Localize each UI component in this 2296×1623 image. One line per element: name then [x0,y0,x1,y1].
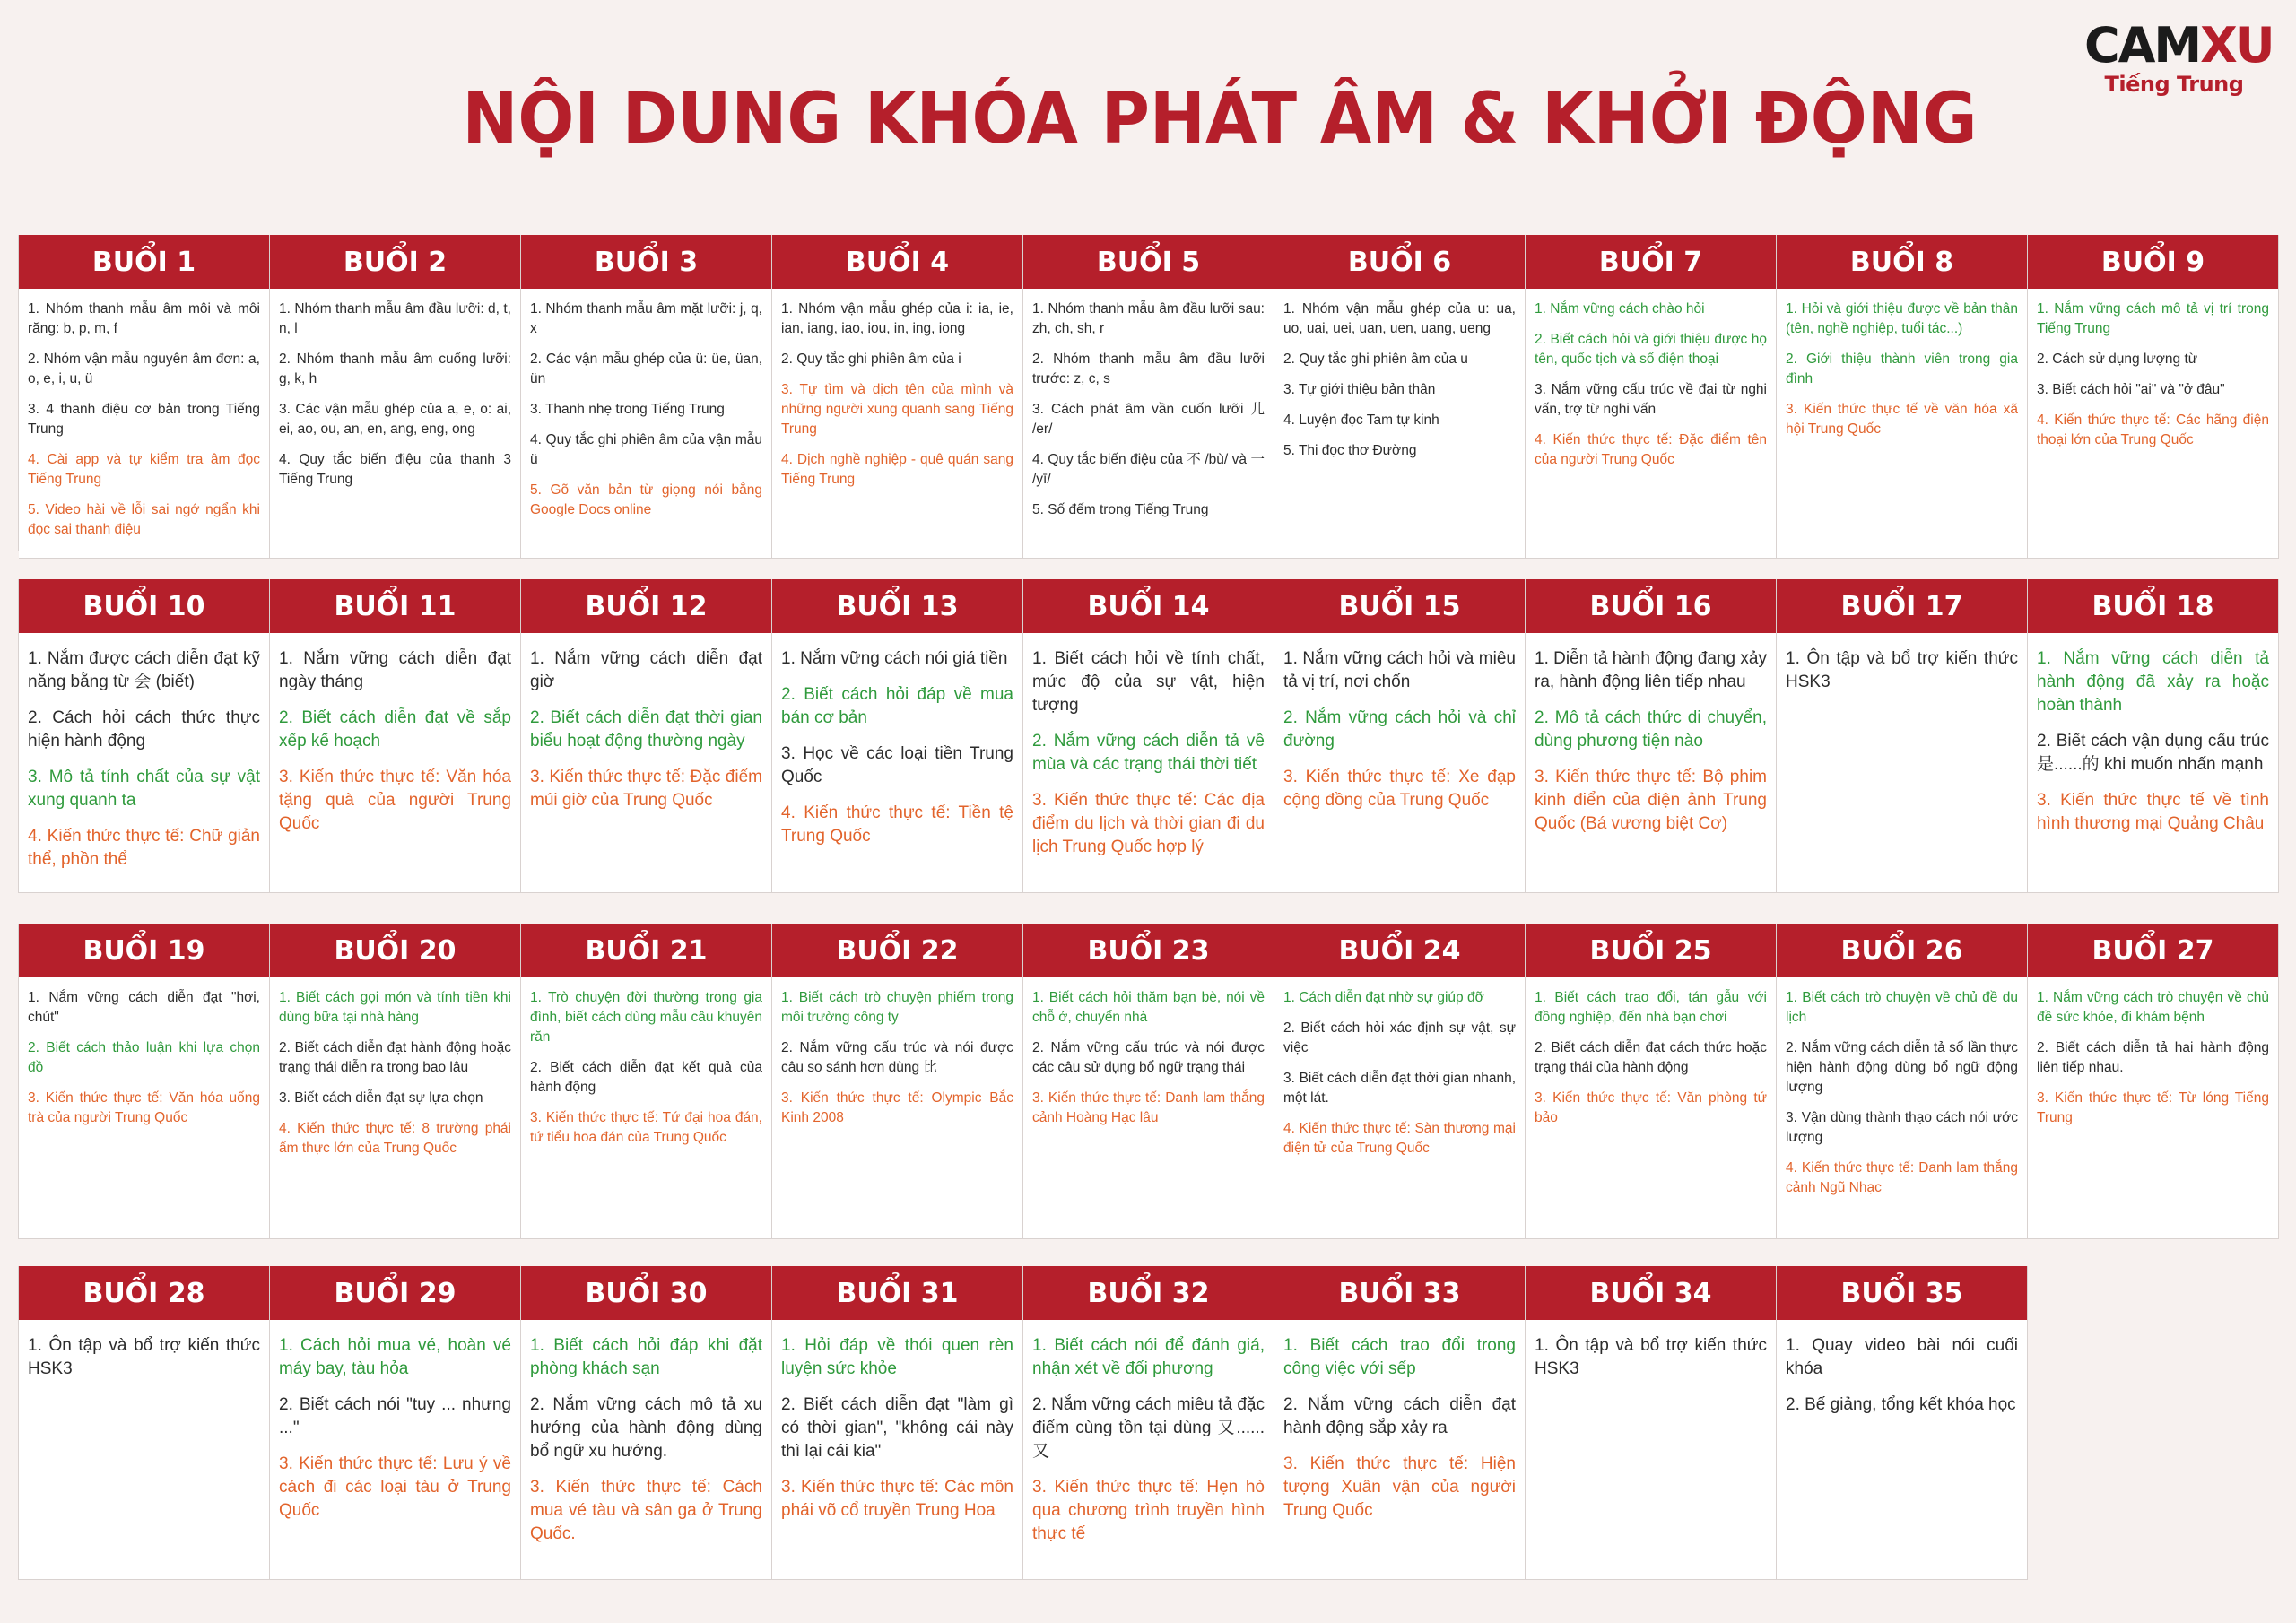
session-card [270,924,521,1239]
session-item: 1. Nắm vững cách nói giá tiền [781,649,1008,668]
session-item: 4. Kiến thức thực tế: Các hãng điện thoại lớn của Trung Quốc [2037,412,2269,447]
session-item: 5. Video hài về lỗi sai ngớ ngẩn khi đọc sai thanh điệu [28,502,260,537]
session-card [1777,1266,2028,1580]
session-card [270,579,521,893]
session-item: 2. Biết cách diễn đạt hành động hoặc trạng thái diễn ra trong bao lâu [279,1040,511,1075]
session-item: 1. Diễn tả hành động đang xảy ra, hành động liên tiếp nhau [1535,649,1767,691]
session-item: 2. Biết cách hỏi đáp về mua bán cơ bản [781,685,1013,727]
session-content [1777,633,2027,893]
session-content [1526,977,1776,1239]
session-card [1023,235,1274,559]
session-item: 3. 4 thanh điệu cơ bản trong Tiếng Trung [28,402,260,437]
session-item: 1. Biết cách trò chuyện phiếm trong môi trường công ty [781,990,1013,1025]
session-title: BUỔI 7 [1526,235,1776,289]
session-item: 4. Kiến thức thực tế: Danh lam thắng cảnh Ngũ Nhạc [1786,1160,2018,1195]
session-card [1274,1266,1526,1580]
session-content [772,977,1022,1239]
session-title: BUỔI 24 [1274,924,1525,977]
session-item: 5. Thi đọc thơ Đường [1283,443,1417,458]
session-item: 1. Nắm vững cách diễn đạt giờ [530,649,762,691]
session-item: 3. Kiến thức thực tế: Hiện tượng Xuân vận của người Trung Quốc [1283,1454,1516,1520]
session-item: 2. Nắm vững cách diễn tả số lần thực hiện hành động dùng bổ ngữ động lượng [1786,1040,2018,1095]
session-title: BUỔI 9 [2028,235,2278,289]
session-content [1023,977,1274,1239]
session-content [19,633,269,893]
session-card [521,1266,772,1580]
session-title: BUỔI 18 [2028,579,2278,633]
session-item: 1. Hỏi và giới thiệu được về bản thân (tên, nghề nghiệp, tuổi tác...) [1786,301,2018,336]
session-item: 2. Quy tắc ghi phiên âm của i [781,352,961,367]
session-content [1526,289,1776,559]
session-item: 4. Kiến thức thực tế: Chữ giản thể, phồn thể [28,827,260,869]
session-content [1274,1320,1525,1580]
session-title: BUỔI 27 [2028,924,2278,977]
session-card [2028,579,2279,893]
session-item: 2. Biết cách diễn đạt về sắp xếp kế hoạch [279,708,511,751]
session-card [2028,235,2279,559]
session-item: 2. Nắm vững cách mô tả xu hướng của hành động dùng bổ ngữ xu hướng. [530,1395,762,1461]
session-item: 4. Cài app và tự kiểm tra âm đọc Tiếng Trung [28,452,260,487]
session-row [18,924,2279,1239]
session-item: 4. Kiến thức thực tế: 8 trường phái ẩm thực lớn của Trung Quốc [279,1121,511,1156]
session-item: 1. Nắm vững cách diễn tả hành động đã xảy ra hoặc hoàn thành [2037,649,2269,715]
logo-subtitle: Tiếng Trung [2104,72,2244,97]
session-item: 3. Kiến thức thực tế: Các môn phái võ cổ truyền Trung Hoa [781,1478,1013,1520]
session-item: 1. Ôn tập và bổ trợ kiến thức HSK3 [1786,649,2018,691]
session-item: 2. Cách sử dụng lượng từ [2037,352,2198,367]
session-title: BUỔI 8 [1777,235,2027,289]
session-content [270,289,520,559]
session-item: 3. Vận dùng thành thạo cách nói ước lượng [1786,1110,2018,1145]
session-content [521,977,771,1239]
session-row [18,1266,2279,1580]
session-card [19,924,270,1239]
session-card [270,1266,521,1580]
session-card [521,924,772,1239]
session-item: 3. Kiến thức thực tế: Hẹn hò qua chương trình truyền hình thực tế [1032,1478,1265,1543]
session-item: 2. Nhóm thanh mẫu âm đầu lưỡi trước: z, c, s [1032,352,1265,386]
session-item: 3. Kiến thức thực tế: Văn phòng tứ bảo [1535,1090,1767,1125]
session-item: 3. Cách phát âm vần cuốn lưỡi 儿 /er/ [1032,402,1265,437]
session-content [1274,289,1525,559]
session-content [521,633,771,893]
session-item: 2. Biết cách vận dụng cấu trúc 是......的 khi muốn nhấn mạnh [2037,732,2269,774]
session-card [1274,235,1526,559]
session-card [19,1266,270,1580]
session-item: 3. Thanh nhẹ trong Tiếng Trung [530,402,725,417]
session-item: 3. Kiến thức thực tế về văn hóa xã hội Trung Quốc [1786,402,2018,437]
session-content [521,1320,771,1580]
session-item: 1. Biết cách trò chuyện về chủ đề du lịch [1786,990,2018,1025]
session-title: BUỔI 30 [521,1266,771,1320]
session-item: 2. Giới thiệu thành viên trong gia đình [1786,352,2018,386]
session-content [1023,1320,1274,1580]
session-title: BUỔI 12 [521,579,771,633]
session-item: 1. Biết cách trao đổi trong công việc với sếp [1283,1336,1516,1378]
session-card [1274,579,1526,893]
session-item: 1. Nắm được cách diễn đạt kỹ năng bằng từ 会 (biết) [28,649,260,691]
session-content [1526,1320,1776,1580]
session-item: 3. Tự giới thiệu bản thân [1283,382,1436,397]
session-item: 3. Các vận mẫu ghép của a, e, o: ai, ei, ao, ou, an, en, ang, eng, ong [279,402,511,437]
session-item: 4. Dịch nghề nghiệp - quê quán sang Tiếng Trung [781,452,1013,487]
session-item: 2. Biết cách diễn đạt thời gian biểu hoạt động thường ngày [530,708,762,751]
session-item: 3. Tự tìm và dịch tên của mình và những người xung quanh sang Tiếng Trung [781,382,1013,437]
session-item: 1. Nắm vững cách trò chuyện về chủ đề sức khỏe, đi khám bệnh [2037,990,2269,1025]
session-content [1777,289,2027,559]
page-title: NỘI DUNG KHÓA PHÁT ÂM & KHỞI ĐỘNG [462,79,1978,160]
session-item: 1. Nhóm vận mẫu ghép của i: ia, ie, ian, iang, iao, iou, in, ing, iong [781,301,1013,336]
session-item: 3. Kiến thức thực tế: Xe đạp cộng đồng của Trung Quốc [1283,768,1516,810]
session-content [270,977,520,1239]
session-content [19,977,269,1239]
session-content [19,1320,269,1580]
session-card [1777,924,2028,1239]
session-item: 2. Nắm vững cách miêu tả đặc điểm cùng tồn tại dùng 又...... 又 [1032,1395,1265,1461]
session-title: BUỔI 1 [19,235,269,289]
session-item: 3. Kiến thức thực tế: Lưu ý về cách đi các loại tàu ở Trung Quốc [279,1454,511,1520]
session-title: BUỔI 20 [270,924,520,977]
session-item: 3. Kiến thức thực tế: Đặc điểm múi giờ của Trung Quốc [530,768,762,810]
logo-cam: CAM [2084,17,2201,74]
session-item: 2. Nắm vững cách hỏi và chỉ đường [1283,708,1516,751]
session-content [772,289,1022,559]
session-card [1526,924,1777,1239]
session-content [1023,633,1274,893]
session-content [772,1320,1022,1580]
session-card [1274,924,1526,1239]
session-item: 1. Nắm vững cách diễn đạt "hơi, chút" [28,990,260,1025]
session-item: 2. Nắm vững cách diễn đạt hành động sắp xảy ra [1283,1395,1516,1437]
session-item: 3. Kiến thức thực tế: Các địa điểm du lịch và thời gian đi du lịch Trung Quốc hợp lý [1032,791,1265,856]
session-title: BUỔI 29 [270,1266,520,1320]
session-card [270,235,521,559]
session-item: 3. Kiến thức thực tế: Danh lam thắng cảnh Hoàng Hạc lâu [1032,1090,1265,1125]
session-title: BUỔI 10 [19,579,269,633]
session-item: 5. Số đếm trong Tiếng Trung [1032,502,1209,517]
logo-wordmark [2084,17,2274,74]
session-item: 3. Kiến thức thực tế về tình hình thương mại Quảng Châu [2037,791,2269,833]
session-title: BUỔI 34 [1526,1266,1776,1320]
session-item: 2. Quy tắc ghi phiên âm của u [1283,352,1468,367]
session-item: 3. Kiến thức thực tế: Văn hóa uống trà của người Trung Quốc [28,1090,260,1125]
session-title: BUỔI 26 [1777,924,2027,977]
session-item: 2. Nhóm vận mẫu nguyên âm đơn: a, o, e, i, u, ü [28,352,260,386]
session-item: 1. Biết cách trao đổi, tán gẫu với đồng nghiệp, đến nhà bạn chơi [1535,990,1767,1025]
session-content [270,1320,520,1580]
session-item: 3. Kiến thức thực tế: Bộ phim kinh điển của điện ảnh Trung Quốc (Bá vương biệt Cơ) [1535,768,1767,833]
session-item: 1. Nhóm thanh mẫu âm đầu lưỡi: d, t, n, l [279,301,511,336]
session-card [1023,579,1274,893]
session-item: 1. Nhóm vận mẫu ghép của u: ua, uo, uai, uei, uan, uen, uang, ueng [1283,301,1516,336]
session-item: 2. Nắm vững cấu trúc và nói được câu so sánh hơn dùng 比 [781,1040,1013,1075]
session-content [1274,977,1525,1239]
session-item: 4. Luyện đọc Tam tự kinh [1283,412,1439,428]
session-content [1023,289,1274,559]
session-card [1526,579,1777,893]
session-item: 2. Biết cách diễn đạt kết quả của hành động [530,1060,762,1095]
session-title: BUỔI 32 [1023,1266,1274,1320]
session-title: BUỔI 13 [772,579,1022,633]
session-item: 1. Nắm vững cách chào hỏi [1535,301,1705,317]
session-item: 1. Nhóm thanh mẫu âm môi và môi răng: b, p, m, f [28,301,260,336]
session-item: 3. Kiến thức thực tế: Olympic Bắc Kinh 2008 [781,1090,1013,1125]
session-item: 1. Nhóm thanh mẫu âm mặt lưỡi: j, q, x [530,301,762,336]
session-card [772,924,1023,1239]
session-title: BUỔI 17 [1777,579,2027,633]
session-item: 5. Gõ văn bản từ giọng nói bằng Google Docs online [530,482,762,517]
session-item: 1. Cách diễn đạt nhờ sự giúp đỡ [1283,990,1484,1005]
session-item: 2. Biết cách hỏi xác định sự vật, sự việc [1283,1020,1516,1055]
session-item: 1. Ôn tập và bổ trợ kiến thức HSK3 [1535,1336,1767,1378]
session-card [1526,235,1777,559]
session-content [2028,633,2278,893]
session-item: 4. Kiến thức thực tế: Tiền tệ Trung Quốc [781,803,1013,846]
session-item: 2. Các vận mẫu ghép của ü: üe, üan, ün [530,352,762,386]
session-item: 1. Trò chuyện đời thường trong gia đình, biết cách dùng mẫu câu khuyên răn [530,990,762,1045]
session-content [1777,1320,2027,1580]
session-content [2028,289,2278,559]
session-item: 1. Biết cách nói để đánh giá, nhận xét về đối phương [1032,1336,1265,1378]
session-title: BUỔI 14 [1023,579,1274,633]
session-content [1274,633,1525,893]
session-card [2028,924,2279,1239]
session-item: 3. Kiến thức thực tế: Từ lóng Tiếng Trung [2037,1090,2269,1125]
session-title: BUỔI 11 [270,579,520,633]
session-title: BUỔI 25 [1526,924,1776,977]
session-item: 2. Biết cách hỏi và giới thiệu được họ tên, quốc tịch và số điện thoại [1535,332,1767,367]
session-card [1023,924,1274,1239]
session-title: BUỔI 5 [1023,235,1274,289]
session-title: BUỔI 15 [1274,579,1525,633]
session-row [18,235,2279,551]
session-item: 4. Quy tắc biến điệu của 不 /bù/ và 一 /yī/ [1032,452,1265,487]
session-item: 3. Biết cách diễn đạt sự lựa chọn [279,1090,483,1106]
session-card [772,579,1023,893]
session-item: 3. Học về các loại tiền Trung Quốc [781,744,1013,786]
session-title: BUỔI 33 [1274,1266,1525,1320]
session-title: BUỔI 3 [521,235,771,289]
session-item: 1. Cách hỏi mua vé, hoàn vé máy bay, tàu hỏa [279,1336,511,1378]
session-content [2028,977,2278,1239]
session-item: 4. Kiến thức thực tế: Sàn thương mại điện tử của Trung Quốc [1283,1121,1516,1156]
session-item: 3. Kiến thức thực tế: Văn hóa tặng quà của người Trung Quốc [279,768,511,833]
session-card [19,579,270,893]
session-content [270,633,520,893]
session-title: BUỔI 23 [1023,924,1274,977]
session-card [19,235,270,559]
session-item: 4. Kiến thức thực tế: Đặc điểm tên của người Trung Quốc [1535,432,1767,467]
session-card [772,1266,1023,1580]
session-item: 1. Hỏi đáp về thói quen rèn luyện sức khỏe [781,1336,1013,1378]
session-item: 1. Nắm vững cách mô tả vị trí trong Tiếng Trung [2037,301,2269,336]
session-title: BUỔI 28 [19,1266,269,1320]
session-title: BUỔI 4 [772,235,1022,289]
session-item: 2. Nắm vững cách diễn tả về mùa và các trạng thái thời tiết [1032,732,1265,774]
session-title: BUỔI 31 [772,1266,1022,1320]
session-row [18,579,2279,893]
session-item: 1. Quay video bài nói cuối khóa [1786,1336,2018,1378]
session-item: 2. Biết cách diễn đạt cách thức hoặc trạng thái của hành động [1535,1040,1767,1075]
session-item: 1. Ôn tập và bổ trợ kiến thức HSK3 [28,1336,260,1378]
session-item: 1. Biết cách hỏi về tính chất, mức độ của sự vật, hiện tượng [1032,649,1265,715]
session-item: 1. Biết cách gọi món và tính tiền khi dùng bữa tại nhà hàng [279,990,511,1025]
session-item: 2. Biết cách diễn tả hai hành động liên tiếp nhau. [2037,1040,2269,1075]
session-title: BUỔI 21 [521,924,771,977]
session-item: 3. Kiến thức thực tế: Cách mua vé tàu và sân ga ở Trung Quốc. [530,1478,762,1543]
session-item: 3. Mô tả tính chất của sự vật xung quanh ta [28,768,260,810]
session-item: 1. Nắm vững cách hỏi và miêu tả vị trí, nơi chốn [1283,649,1516,691]
session-item: 2. Biết cách nói "tuy ... nhưng ..." [279,1395,511,1437]
session-title: BUỔI 16 [1526,579,1776,633]
session-card [772,235,1023,559]
session-item: 2. Nhóm thanh mẫu âm cuống lưỡi: g, k, h [279,352,511,386]
session-item: 4. Quy tắc biến điệu của thanh 3 Tiếng Trung [279,452,511,487]
session-item: 3. Kiến thức thực tế: Tứ đại hoa đán, tứ tiểu hoa đán của Trung Quốc [530,1110,762,1145]
session-content [19,289,269,559]
session-item: 2. Nắm vững cấu trúc và nói được các câu sử dụng bổ ngữ trạng thái [1032,1040,1265,1075]
session-title: BUỔI 35 [1777,1266,2027,1320]
session-content [772,633,1022,893]
session-item: 1. Biết cách hỏi đáp khi đặt phòng khách sạn [530,1336,762,1378]
session-item: 4. Quy tắc ghi phiên âm của vận mẫu ü [530,432,762,467]
session-item: 1. Nắm vững cách diễn đạt ngày tháng [279,649,511,691]
session-item: 2. Mô tả cách thức di chuyển, dùng phương tiện nào [1535,708,1767,751]
session-card [1526,1266,1777,1580]
session-title: BUỔI 2 [270,235,520,289]
session-item: 2. Cách hỏi cách thức thực hiện hành động [28,708,260,751]
session-content [1777,977,2027,1239]
logo-xu: XU [2200,17,2274,74]
session-item: 1. Nhóm thanh mẫu âm đầu lưỡi sau: zh, ch, sh, r [1032,301,1265,336]
session-title: BUỔI 6 [1274,235,1525,289]
session-item: 2. Biết cách diễn đạt "làm gì có thời gian", "không cái này thì lại cái kia" [781,1395,1013,1461]
session-card [1777,579,2028,893]
session-item: 2. Biết cách thảo luận khi lựa chọn đồ [28,1040,260,1075]
session-card [521,579,772,893]
session-item: 3. Biết cách diễn đạt thời gian nhanh, một lát. [1283,1071,1516,1106]
session-title: BUỔI 19 [19,924,269,977]
session-item: 2. Bế giảng, tổng kết khóa học [1786,1395,2016,1414]
session-content [1526,633,1776,893]
session-item: 3. Biết cách hỏi "ai" và "ở đâu" [2037,382,2225,397]
session-card [521,235,772,559]
session-item: 3. Nắm vững cấu trúc về đại từ nghi vấn, trợ từ nghi vấn [1535,382,1767,417]
session-title: BUỔI 22 [772,924,1022,977]
session-card [1777,235,2028,559]
session-card [1023,1266,1274,1580]
session-content [521,289,771,559]
session-item: 1. Biết cách hỏi thăm bạn bè, nói về chỗ ở, chuyển nhà [1032,990,1265,1025]
